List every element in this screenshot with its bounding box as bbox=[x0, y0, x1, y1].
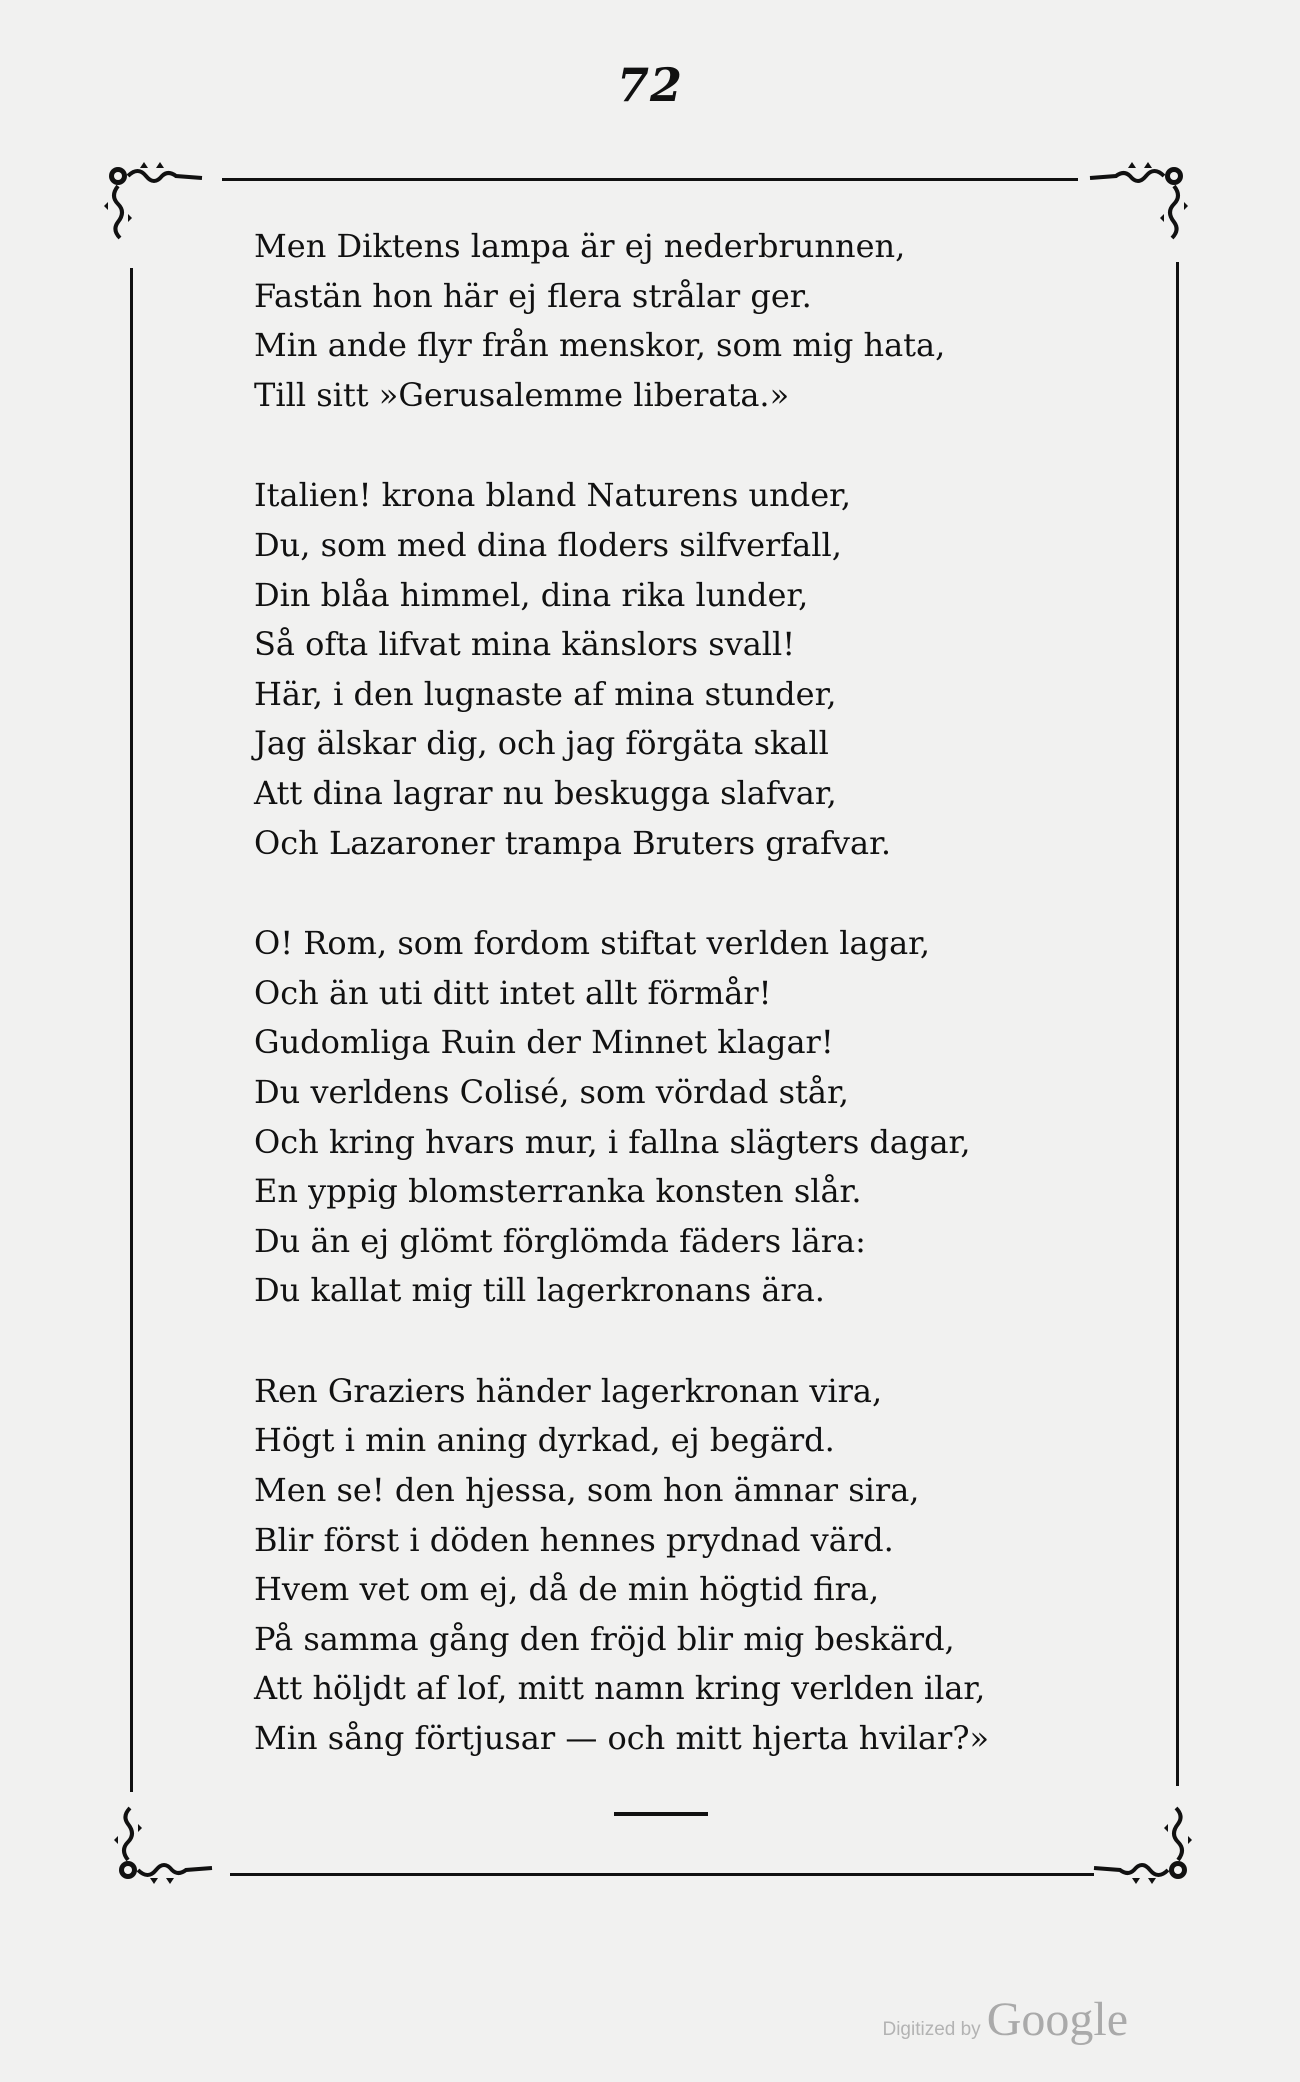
frame-right-line bbox=[1176, 262, 1179, 1786]
poem-line: Jag älskar dig, och jag förgäta skall bbox=[254, 724, 829, 763]
page-number: 72 bbox=[616, 58, 683, 112]
stanza bbox=[254, 1367, 1134, 1764]
frame-top-line bbox=[222, 178, 1078, 181]
poem bbox=[254, 222, 1134, 1815]
poem-line: En yppig blomsterranka konsten slår. bbox=[254, 1172, 862, 1211]
poem-line: Ren Graziers händer lagerkronan vira, bbox=[254, 1371, 883, 1410]
poem-line: Här, i den lugnaste af mina stunder, bbox=[254, 674, 837, 713]
poem-line: Så ofta lifvat mina känslors svall! bbox=[254, 625, 796, 664]
digitized-watermark bbox=[882, 1992, 1128, 2047]
corner-ornament-icon bbox=[104, 156, 204, 256]
poem-line: Min ande flyr från menskor, som mig hata, bbox=[254, 326, 946, 365]
poem-line: Och Lazaroner trampa Bruters grafvar. bbox=[254, 823, 892, 862]
poem-line: Fastän hon här ej flera strålar ger. bbox=[254, 276, 812, 315]
corner-ornament-icon bbox=[114, 1790, 214, 1890]
poem-line: Att dina lagrar nu beskugga slafvar, bbox=[254, 773, 837, 812]
poem-line: Hvem vet om ej, då de min högtid fira, bbox=[254, 1570, 880, 1609]
stanza bbox=[254, 471, 1134, 868]
poem-line: Högt i min aning dyrkad, ej begärd. bbox=[254, 1421, 835, 1460]
watermark-brand: Google bbox=[986, 1993, 1128, 2046]
poem-line: Till sitt »Gerusalemme liberata.» bbox=[254, 375, 790, 414]
poem-line: Att höljdt af lof, mitt namn kring verlden ilar, bbox=[254, 1669, 986, 1708]
poem-line: Blir först i döden hennes prydnad värd. bbox=[254, 1520, 894, 1559]
frame-bottom-line bbox=[230, 1873, 1094, 1876]
poem-line: Men se! den hjessa, som hon ämnar sira, bbox=[254, 1471, 920, 1510]
poem-line: Och än uti ditt intet allt förmår! bbox=[254, 973, 772, 1012]
poem-line: Italien! krona bland Naturens under, bbox=[254, 476, 852, 515]
poem-line: Du kallat mig till lagerkronans ära. bbox=[254, 1271, 825, 1310]
poem-line: Gudomliga Ruin der Minnet klagar! bbox=[254, 1023, 834, 1062]
stanza bbox=[254, 222, 1134, 420]
poem-line: På samma gång den fröjd blir mig beskärd, bbox=[254, 1619, 955, 1658]
poem-line: Du verldens Colisé, som vördad står, bbox=[254, 1072, 849, 1111]
poem-line: Du, som med dina floders silfverfall, bbox=[254, 525, 842, 564]
poem-line: Min sång förtjusar — och mitt hjerta hvilar?» bbox=[254, 1719, 990, 1758]
poem-line: Och kring hvars mur, i fallna slägters dagar, bbox=[254, 1122, 971, 1161]
poem-line: Men Diktens lampa är ej nederbrunnen, bbox=[254, 227, 906, 265]
frame-left-line bbox=[130, 268, 133, 1792]
end-rule bbox=[614, 1812, 708, 1816]
stanza bbox=[254, 919, 1134, 1316]
poem-line: Du än ej glömt förglömda fäders lära: bbox=[254, 1221, 866, 1260]
watermark-prefix: Digitized by bbox=[882, 2019, 981, 2040]
poem-line: O! Rom, som fordom stiftat verlden lagar, bbox=[254, 924, 931, 963]
poem-line: Din blåa himmel, dina rika lunder, bbox=[254, 575, 809, 614]
